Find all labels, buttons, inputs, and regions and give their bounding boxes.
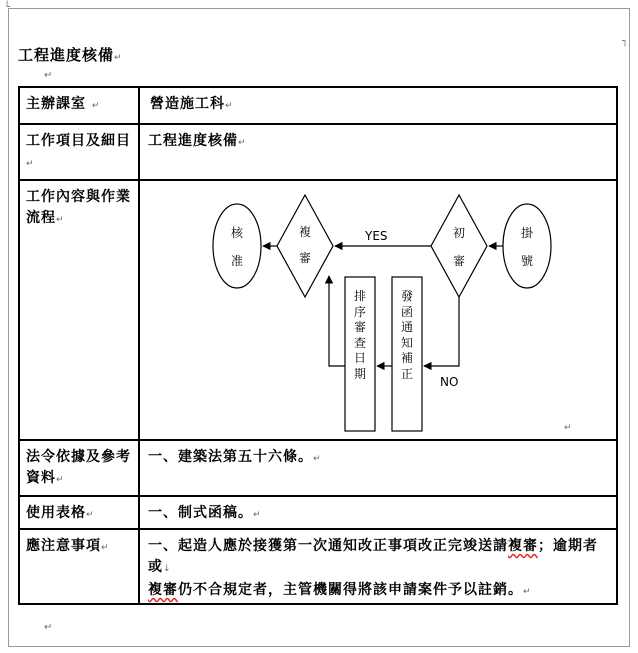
label-cell: 工作項目及細目↵ [19,124,139,180]
label-cell: 工作內容與作業流程↵ [19,180,139,440]
value-cell: 營造施工科↵ [139,87,617,124]
value-cell: 一、制式函稿。↵ [139,496,617,529]
corner-mark-top-left: └ [4,2,11,13]
value-cell: 一、起造人應於接獲第一次通知改正事項改正完竣送請複審；逾期者或↓ 複審仍不合規定者，主管機關得將該申請案件予以註銷。↵ [139,529,617,604]
flowchart [140,181,616,437]
paragraph-mark: ↵ [44,70,53,81]
paragraph-mark: ↵ [44,622,53,633]
label-cell: 使用表格↵ [19,496,139,529]
yes-edge-label: YES [365,229,388,243]
review2-label: 複審 [298,225,311,265]
no-edge-label: NO [440,375,459,389]
approve-label: 核准 [230,226,243,268]
flowchart-cell [139,180,617,440]
table-row [19,529,617,604]
schedule-label: 排序審查日期 [353,289,366,381]
paragraph-mark: ↵ [564,423,572,433]
corner-mark-top-right: ┐ [622,36,629,47]
table-row [19,180,617,440]
register-label: 掛號 [520,226,533,268]
label-cell: 主辦課室 ↵ [19,87,139,124]
label-cell: 法令依據及參考資料↵ [19,440,139,496]
label-cell: 應注意事項↵ [19,529,139,604]
review1-label: 初審 [452,226,465,268]
info-table [18,86,618,605]
table-row [19,124,617,180]
document-title: 工程進度核備↵ [18,46,123,64]
flowchart-shapes [140,181,618,437]
table-row [19,87,617,124]
notify-label: 發函通知補正 [400,289,413,381]
value-cell: 一、建築法第五十六條。↵ [139,440,617,496]
value-cell: 工程進度核備↵ [139,124,617,180]
table-row [19,496,617,529]
table-row [19,440,617,496]
